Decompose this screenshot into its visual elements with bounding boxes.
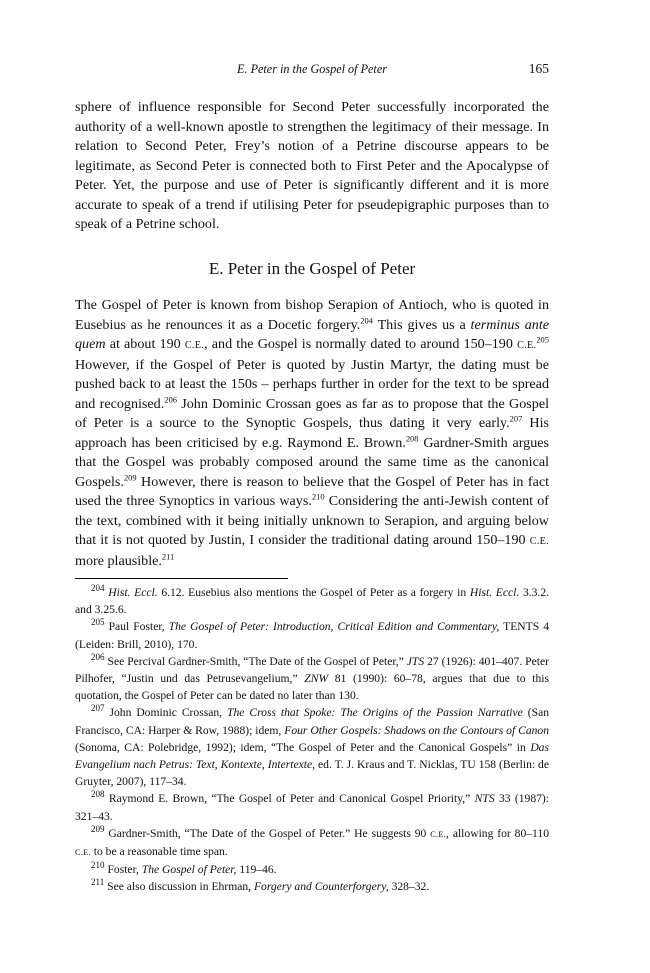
footnote-ref-204[interactable]: 204 bbox=[360, 314, 373, 325]
sentence: at about 190 bbox=[105, 336, 185, 352]
footnote-205 bbox=[75, 618, 549, 652]
sentence: more plausible. bbox=[75, 552, 162, 569]
footnote-text: , allowing for 80–110 bbox=[446, 826, 549, 840]
footnote-number: 210 bbox=[91, 860, 105, 871]
sentence: Gardner-Smith argues that the Gospel was probably composed around the same time as the canonical Gospels. bbox=[75, 434, 549, 490]
footnote-text: (Sonoma, CA: Polebridge, 1992); idem, “The Gospel of Peter and the Canonical Gospels” in bbox=[75, 740, 531, 754]
footnote-divider bbox=[75, 578, 288, 579]
citation-title: Hist. Eccl. bbox=[469, 586, 520, 599]
paragraph-gospel-of-peter bbox=[75, 296, 549, 571]
sentence: However, if the Gospel of Peter is quoted by Justin Martyr, the dating must be pushed back to at least the 150s – perhaps further in order for the text to be spread and recognised. bbox=[75, 356, 549, 412]
footnote-text: 33 (1987): 321–43. bbox=[75, 792, 549, 823]
running-head-title: E. Peter in the Gospel of Peter bbox=[237, 62, 387, 76]
citation-title: The Cross that Spoke: The Origins of the Passion Narrative bbox=[227, 706, 523, 720]
footnote-text: to be a reasonable time span. bbox=[90, 845, 228, 859]
footnote-number: 205 bbox=[91, 617, 105, 628]
footnote-text: 27 (1926): 401–407. Peter Pilhofer, “Justin und das Petrusevangelium,” bbox=[75, 654, 549, 686]
sentence: John Dominic Crossan goes as far as to propose that the Gospel of Peter is a source to the Synoptic Gospels, thus dating it very early. bbox=[75, 395, 549, 431]
citation-title: Hist. Eccl. bbox=[108, 586, 158, 599]
journal-abbrev: JTS bbox=[406, 654, 425, 668]
footnote-number: 204 bbox=[91, 583, 105, 594]
footnote-text: Foster, bbox=[104, 863, 142, 877]
sentence: His approach has been criticised by e.g. Raymond E. Brown. bbox=[75, 415, 549, 451]
citation-title: Forgery and Counterforgery, bbox=[253, 880, 389, 894]
footnote-number: 206 bbox=[91, 651, 105, 662]
latin-term: terminus ante quem bbox=[75, 316, 549, 352]
sentence: , and the Gospel is normally dated to around 150–190 bbox=[204, 336, 518, 352]
footnote-211 bbox=[75, 878, 549, 895]
footnote-text: 6.12. Eusebius also mentions the Gospel of Peter as a forgery in bbox=[157, 586, 470, 599]
citation-title: The Gospel of Peter: Introduction, Critical Edition and Commentary, bbox=[168, 620, 500, 634]
footnote-207 bbox=[75, 704, 549, 790]
journal-abbrev: ZNW bbox=[304, 672, 329, 686]
paragraph-continued: sphere of influence responsible for Second Peter successfully incorporated the authority of a well-known apostle to strengthen the legitimacy of their message. In relation to Second Peter, Frey’s notion of a Petrine discourse appears to be legitimate, as Second Peter is connected both to First Peter and the Apocalypse of Peter. Yet, the purpose and use of Peter is significantly different and it is more accurate to speak of a trend if utilising Peter for pseudepigraphic purposes than to speak of a Petrine school. bbox=[75, 99, 549, 232]
page-number: 165 bbox=[528, 61, 549, 76]
citation-title: Das Evangelium nach Petrus: Text, Kontexte, Intertexte, bbox=[75, 740, 549, 772]
footnote-text: 81 (1990): 60–78, argues that due to this quotation, the Gospel of Peter can be dated no later than 130. bbox=[75, 672, 549, 703]
sentence: This gives us a bbox=[372, 316, 471, 333]
footnote-204 bbox=[75, 584, 549, 618]
citation-title: The Gospel of Peter, bbox=[141, 863, 237, 877]
footnote-text: John Dominic Crossan, bbox=[104, 706, 228, 720]
footnote-ref-208[interactable]: 208 bbox=[405, 432, 419, 443]
footnote-ref-209[interactable]: 209 bbox=[123, 471, 137, 482]
footnote-text: See Percival Gardner-Smith, “The Date of the Gospel of Peter,” bbox=[104, 654, 407, 668]
footnote-text: ed. T. J. Kraus and T. Nicklas, TU 158 (Berlin: de Gruyter, 2007), 117–34. bbox=[75, 758, 550, 789]
footnote-209 bbox=[75, 825, 549, 861]
footnote-text: Gardner-Smith, “The Date of the Gospel of Peter.” He suggests 90 bbox=[104, 826, 431, 840]
footnote-206 bbox=[75, 653, 549, 705]
sentence: However, there is reason to believe that the Gospel of Peter has in fact used the three Synoptics in various ways. bbox=[75, 473, 549, 509]
era-abbrev: C.E. bbox=[184, 340, 205, 351]
footnote-text: Paul Foster, bbox=[104, 620, 169, 634]
footnote-number: 208 bbox=[91, 789, 105, 800]
footnote-ref-210[interactable]: 210 bbox=[311, 491, 325, 502]
footnote-text: TENTS 4 (Leiden: Brill, 2010), 170. bbox=[75, 620, 550, 651]
footnote-ref-211[interactable]: 211 bbox=[161, 550, 175, 561]
journal-abbrev: NTS bbox=[474, 792, 495, 806]
footnote-number: 207 bbox=[91, 703, 105, 714]
footnote-ref-205[interactable]: 205 bbox=[536, 334, 549, 345]
sentence: The Gospel of Peter is known from bishop Serapion of Antioch, who is quoted in Eusebius as he renounces it as a Docetic forgery. bbox=[75, 297, 549, 333]
sentence: Considering the anti-Jewish content of the text, combined with it being initially unknown to Serapion, and arguing below that it is not quoted by Justin, I consider the traditional dating around 150–190 bbox=[75, 493, 549, 548]
footnote-text: 119–46. bbox=[236, 863, 277, 877]
footnote-text: 328–32. bbox=[388, 880, 430, 894]
era-abbrev: C.E. bbox=[75, 848, 91, 858]
citation-title: Four Other Gospels: Shadows on the Contours of Canon bbox=[284, 723, 550, 737]
footnote-208 bbox=[75, 790, 549, 824]
footnote-number: 209 bbox=[91, 823, 105, 834]
footnote-210 bbox=[75, 861, 549, 878]
footnotes bbox=[75, 584, 549, 896]
footnote-text: 3.3.2. and 3.25.6. bbox=[75, 586, 550, 617]
footnote-text: See also discussion in Ehrman, bbox=[104, 880, 254, 894]
footnote-number: 211 bbox=[91, 877, 105, 888]
footnote-ref-207[interactable]: 207 bbox=[509, 413, 523, 424]
era-abbrev: C.E. bbox=[517, 340, 537, 351]
era-abbrev: C.E. bbox=[529, 536, 549, 547]
footnote-text: Raymond E. Brown, “The Gospel of Peter and Canonical Gospel Priority,” bbox=[104, 792, 475, 806]
era-abbrev: C.E. bbox=[430, 829, 447, 839]
footnote-ref-206[interactable]: 206 bbox=[164, 393, 177, 404]
footnote-text: (San Francisco, CA: Harper & Row, 1988); idem, bbox=[75, 706, 550, 737]
running-head bbox=[75, 62, 549, 80]
section-heading: E. Peter in the Gospel of Peter bbox=[208, 259, 416, 278]
